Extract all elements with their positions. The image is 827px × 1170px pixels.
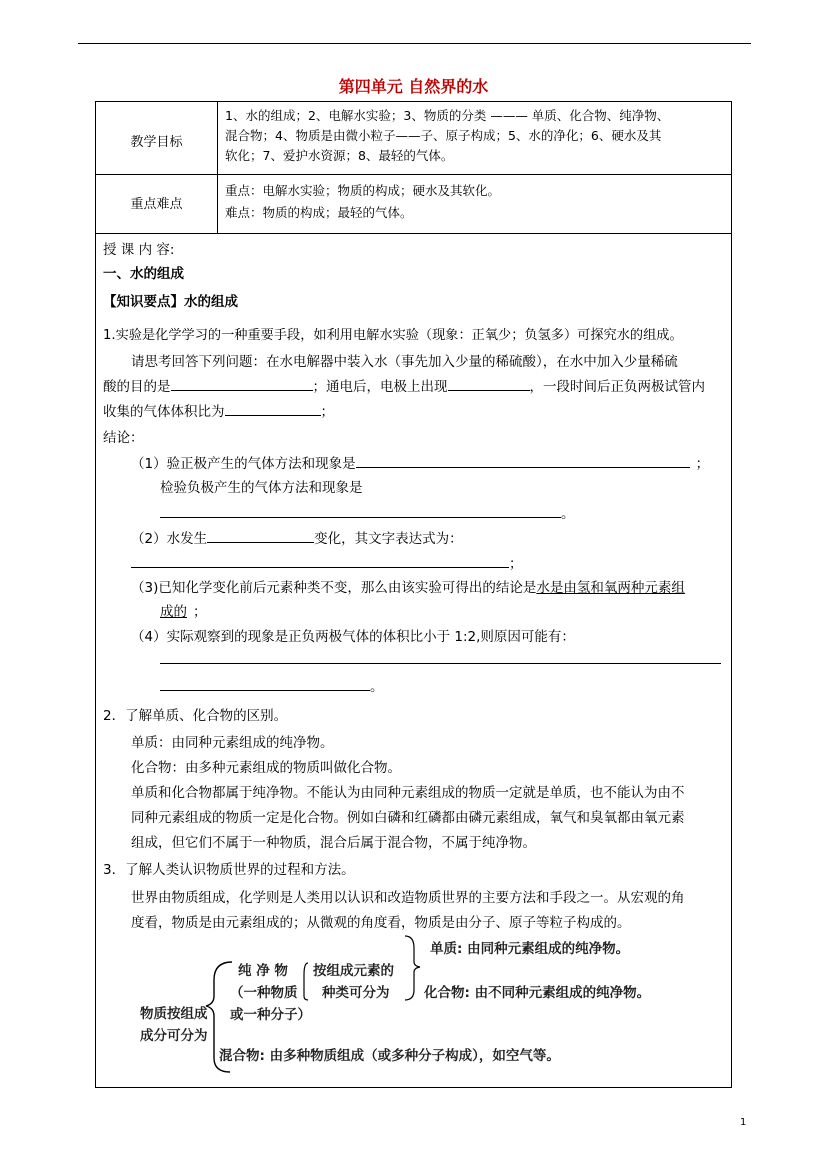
question-1: 1.实验是化学学习的一种重要手段，如利用电解水实验（现象：正氧少；负氢多）可探究水的组成。 <box>103 328 683 343</box>
diagram-by: 种类可分为 <box>322 985 390 1001</box>
diagram-pure: （一种物质 <box>230 985 298 1001</box>
page-number: 1 <box>740 1117 747 1128</box>
question-1-para: 收集的气体体积比为 ； <box>103 400 334 420</box>
diagram-single: 单质: 由同种元素组成的纯净物。 <box>430 941 630 957</box>
content-heading: 授 课 内 容: <box>103 242 175 258</box>
conclusion-3: （3)已知化学变化前后元素种类不变，那么由该实验可得出的结论是水是由氢和氧两种元素组 <box>131 580 685 596</box>
key-label: 重点难点 <box>130 197 183 212</box>
knowledge-point: 【知识要点】水的组成 <box>103 294 238 310</box>
conclusion-4: （4）实际观察到的现象是正负两极气体的体积比小于 1:2,则原因可能有： <box>131 629 575 645</box>
conclusion-2: （2）水发生 变化，其文字表达式为： <box>131 527 463 547</box>
question-3: 3．了解人类认识物质世界的过程和方法。 <box>103 862 355 878</box>
diagram-mixture: 混合物: 由多种物质组成（或多种分子构成），如空气等。 <box>219 1048 560 1064</box>
question-1-para: 请思考回答下列问题：在水电解器中装入水（事先加入少量的稀硫酸），在水中加入少量稀硫 <box>131 354 678 370</box>
definition-single: 单质：由同种元素组成的纯净物。 <box>131 735 334 751</box>
diagram-root: 成分可分为 <box>140 1028 208 1044</box>
question-2: 2．了解单质、化合物的区别。 <box>103 708 288 724</box>
question-3-para: 世界由物质组成，化学则是人类用以认识和改造物质世界的主要方法和手段之一。从宏观的角 <box>131 890 685 906</box>
conclusion-1b-answer: 。 <box>160 502 575 522</box>
key-text: 重点：电解水实验；物质的构成；硬水及其软化。 难点：物质的构成；最轻的气体。 <box>225 183 501 220</box>
conclusion-label: 结论： <box>103 430 144 446</box>
diagram-by: 按组成元素的 <box>313 963 394 979</box>
section-heading: 一、水的组成 <box>103 266 184 282</box>
diagram-pure: 或一种分子） <box>230 1007 311 1023</box>
question-2-para: 单质和化合物都属于纯净物。不能认为由同种元素组成的物质一定就是单质，也不能认为由不 <box>131 785 685 801</box>
conclusion-3-cont: 成的 ； <box>160 604 207 620</box>
goal-label: 教学目标 <box>130 135 183 150</box>
diagram-compound: 化合物: 由不同种元素组成的纯净物。 <box>424 985 651 1001</box>
question-2-para: 组成，但它们不属于一种物质，混合后属于混合物，不属于纯净物。 <box>131 835 536 851</box>
question-3-para: 度看，物质是由元素组成的；从微观的角度看，物质是由分子、原子等粒子构成的。 <box>131 915 631 931</box>
conclusion-1: （1）验正极产生的气体方法和现象是 ； <box>131 452 709 472</box>
diagram-pure: 纯 净 物 <box>238 963 288 979</box>
conclusion-1b: 检验负极产生的气体方法和现象是 <box>160 480 363 496</box>
conclusion-4-answer: 。 <box>160 675 384 695</box>
page-title: 第四单元 自然界的水 <box>338 77 489 96</box>
question-1-para: 酸的目的是 ；通电后，电极上出现 ，一段时间后正负两极试管内 <box>103 375 705 395</box>
definition-compound: 化合物：由多种元素组成的物质叫做化合物。 <box>131 760 401 776</box>
conclusion-2-answer: ； <box>131 552 523 572</box>
goal-text: 1、水的组成；2、电解水实验；3、物质的分类 ——— 单质、化合物、纯净物、 混合物；4、物质是由微小粒子——子、原子构成；5、水的净化；6、硬水及其 软化；7、爱护水资源；8、最轻的气体。 <box>225 108 670 163</box>
question-2-para: 同种元素组成的物质一定是化合物。例如白磷和红磷都由磷元素组成，氧气和臭氧都由氧元素 <box>131 810 685 826</box>
diagram-root: 物质按组成 <box>140 1006 208 1022</box>
